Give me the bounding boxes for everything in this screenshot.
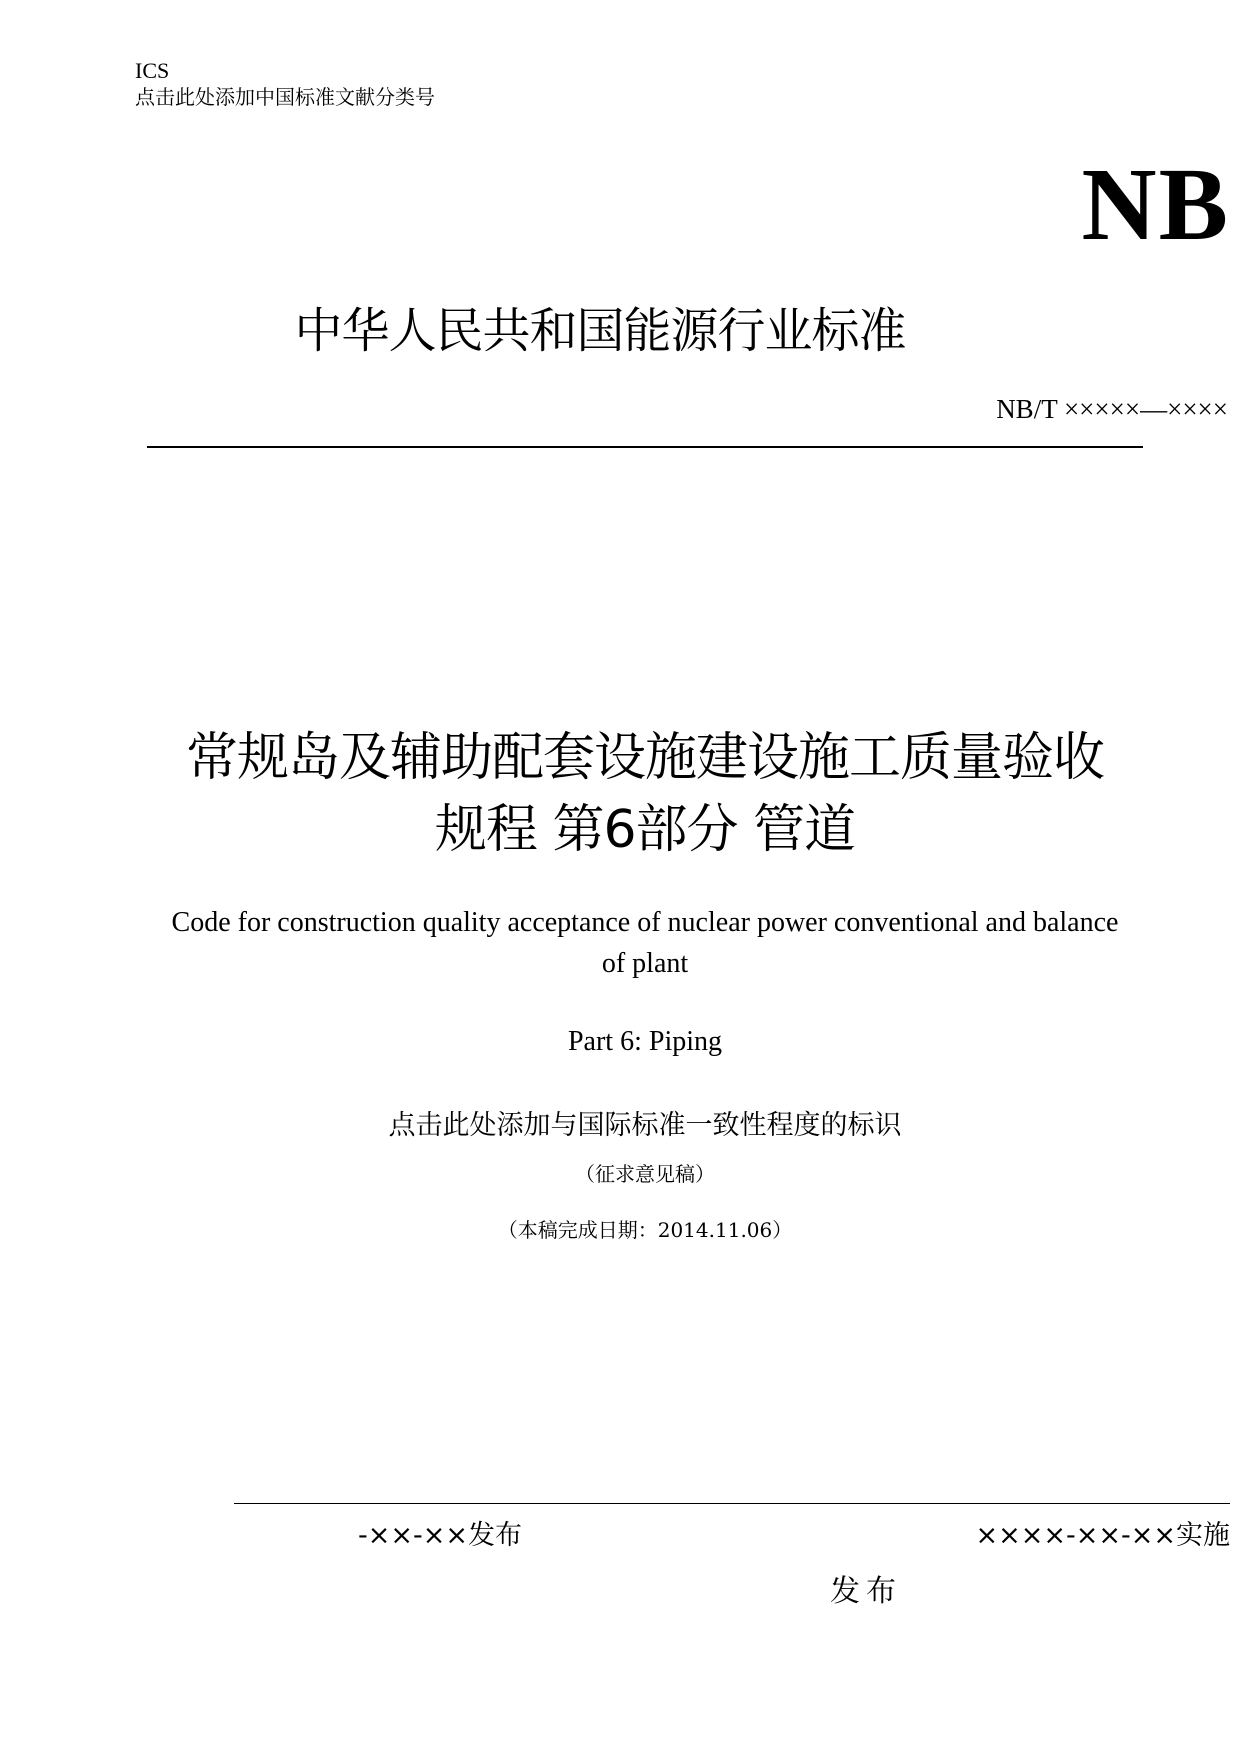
ics-label: ICS [135, 58, 170, 83]
title-en [140, 902, 1150, 984]
header-divider [147, 446, 1143, 448]
title-cn [140, 722, 1150, 866]
implement-date: ××××-××-××实施 [975, 1520, 1230, 1551]
completion-date: （本稿完成日期：2014.11.06） [497, 1218, 793, 1242]
industry-standard-title: 中华人民共和国能源行业标准 [294, 303, 906, 359]
classification-placeholder[interactable]: 点击此处添加中国标准文献分类号 [135, 85, 435, 109]
title-en-line-2: of plant [601, 948, 689, 979]
title-cn-line-1: 常规岛及辅助配套设施建设施工质量验收 [185, 728, 1104, 788]
title-cn-line-2: 规程 第6部分 管道 [434, 800, 856, 860]
standard-number: NB/T ×××××—×××× [996, 394, 1228, 424]
draft-note: （征求意见稿） [575, 1162, 715, 1186]
consistency-placeholder[interactable]: 点击此处添加与国际标准一致性程度的标识 [388, 1110, 902, 1141]
title-en-line-1: Code for construction quality acceptance of nuclear power conventional and balance [171, 907, 1119, 938]
nb-logo: NB [1081, 147, 1230, 262]
part-title-en: Part 6: Piping [567, 1026, 722, 1057]
publish-date: -××-××发布 [358, 1520, 522, 1551]
footer-divider [234, 1503, 1230, 1504]
issuer: 发布 [830, 1574, 902, 1609]
